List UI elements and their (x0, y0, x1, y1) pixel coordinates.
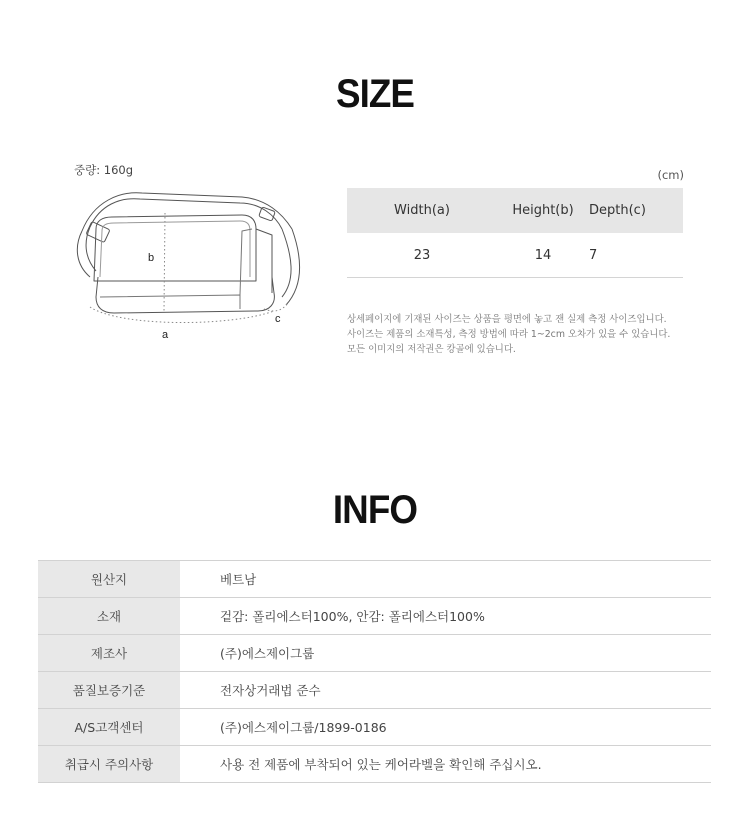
info-row-quality (38, 672, 711, 709)
info-label: 품질보증기준 (38, 672, 180, 709)
value-depth: 7 (589, 233, 683, 278)
info-label: 제조사 (38, 635, 180, 672)
width-measure-line (90, 307, 274, 323)
info-value: 베트남 (180, 561, 711, 598)
info-label: 취급시 주의사항 (38, 746, 180, 783)
unit-label: (cm) (657, 168, 684, 182)
info-row-origin (38, 561, 711, 598)
value-height: 14 (497, 233, 589, 278)
bag-flap (94, 215, 256, 281)
size-table (347, 188, 683, 278)
header-width: Width(a) (347, 188, 497, 233)
depth-measure-line (264, 303, 288, 311)
diagram-label-c: c (275, 313, 281, 325)
info-row-service (38, 709, 711, 746)
size-title: SIZE (335, 72, 415, 116)
info-title: INFO (332, 488, 418, 532)
size-table-header-row (347, 188, 683, 233)
info-row-manufacturer (38, 635, 711, 672)
info-value: 겉감: 폴리에스터100%, 안감: 폴리에스터100% (180, 598, 711, 635)
info-value: 사용 전 제품에 부착되어 있는 케어라벨을 확인해 주십시오. (180, 746, 711, 783)
size-table-value-row (347, 233, 683, 278)
info-value: (주)에스제이그룹/1899-0186 (180, 709, 711, 746)
info-table (38, 560, 711, 783)
header-depth: Depth(c) (589, 188, 683, 233)
info-row-material (38, 598, 711, 635)
value-width: 23 (347, 233, 497, 278)
weight-label: 중량: 160g (74, 163, 133, 177)
bag-diagram (60, 185, 310, 345)
info-row-caution (38, 746, 711, 783)
info-label: A/S고객센터 (38, 709, 180, 746)
info-label: 원산지 (38, 561, 180, 598)
header-height: Height(b) (497, 188, 589, 233)
info-value: 전자상거래법 준수 (180, 672, 711, 709)
bag-strap (90, 199, 282, 229)
size-note: 상세페이지에 기재된 사이즈는 상품을 평면에 놓고 잰 실제 측정 사이즈입니다. (347, 314, 667, 325)
size-notes (347, 312, 697, 357)
info-label: 소재 (38, 598, 180, 635)
size-note: 모든 이미지의 저작권은 캉골에 있습니다. (347, 344, 516, 355)
bag-body (96, 277, 274, 313)
info-value: (주)에스제이그룹 (180, 635, 711, 672)
diagram-label-b: b (148, 252, 155, 264)
diagram-label-a: a (162, 329, 169, 341)
size-note: 사이즈는 제품의 소재특성, 측정 방법에 따라 1~2cm 오차가 있을 수 있습니다. (347, 329, 671, 340)
